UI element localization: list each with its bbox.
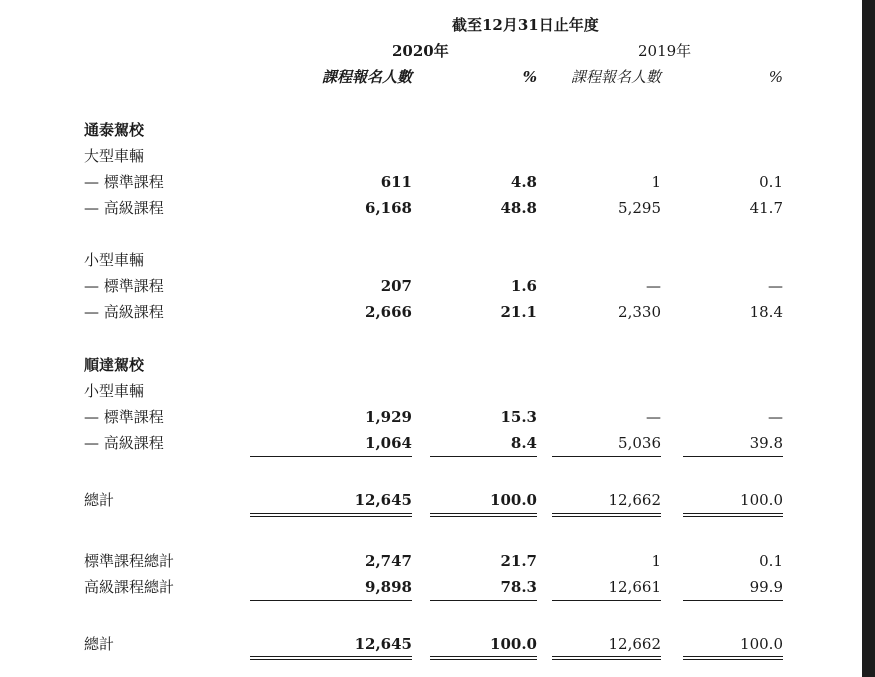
subtotal-rule [250, 600, 412, 601]
pct-2020: 21.1 [500, 303, 537, 321]
subtotal-rule [552, 456, 661, 457]
row-label: — 高級課程 [84, 199, 164, 217]
pct-2020: 48.8 [500, 199, 537, 217]
advanced-total-label: 高級課程總計 [84, 578, 175, 596]
total-2019: 12,662 [608, 635, 661, 653]
pct-2020: 78.3 [500, 578, 537, 596]
period-header: 截至12月31日止年度 [452, 16, 599, 34]
year-2019-header: 2019年 [638, 42, 692, 60]
row-label: — 高級課程 [84, 303, 164, 321]
value-2019: 1 [651, 552, 661, 570]
total-double-rule [430, 659, 537, 660]
category-large-vehicle: 大型車輛 [84, 147, 145, 165]
pct-2019-header: % [768, 68, 783, 86]
total-double-rule [683, 513, 783, 514]
subtotal-rule [430, 600, 537, 601]
total-double-rule [430, 513, 537, 514]
subtotal-rule [683, 600, 783, 601]
category-small-vehicle: 小型車輛 [84, 251, 145, 269]
total-double-rule [250, 513, 412, 514]
pct-2019: 0.1 [759, 552, 783, 570]
value-2020: 2,747 [365, 552, 412, 570]
value-2019: 1 [651, 173, 661, 191]
subtotal-rule [430, 456, 537, 457]
value-2020: 207 [380, 277, 412, 295]
value-2020: 611 [380, 173, 412, 191]
value-2020: 2,666 [365, 303, 412, 321]
total-double-rule [552, 513, 661, 514]
total-double-rule [552, 656, 661, 657]
value-2019: — [646, 277, 661, 295]
total-double-rule [250, 659, 412, 660]
value-2019: 5,295 [618, 199, 661, 217]
pct-2019: — [768, 408, 783, 426]
total-pct-2020: 100.0 [490, 635, 537, 653]
subtotal-rule [683, 456, 783, 457]
year-2020-header: 2020年 [392, 42, 449, 60]
pct-2019: 0.1 [759, 173, 783, 191]
pct-2020-header: % [522, 68, 537, 86]
value-2019: 12,661 [608, 578, 661, 596]
total-pct-2019: 100.0 [740, 635, 783, 653]
total-double-rule [430, 516, 537, 517]
total-double-rule [683, 656, 783, 657]
total-double-rule [683, 516, 783, 517]
value-2019: — [646, 408, 661, 426]
subtotal-rule [552, 600, 661, 601]
total-double-rule [552, 659, 661, 660]
value-2019: 5,036 [618, 434, 661, 452]
page-edge [862, 0, 875, 677]
total-2020: 12,645 [354, 635, 412, 653]
total-2019: 12,662 [608, 491, 661, 509]
school-shunda: 順達駕校 [84, 356, 145, 374]
row-label: — 標準課程 [84, 277, 164, 295]
pct-2020: 1.6 [510, 277, 537, 295]
pct-2020: 15.3 [500, 408, 537, 426]
total-double-rule [250, 516, 412, 517]
value-2019: 2,330 [618, 303, 661, 321]
subtotal-rule [250, 456, 412, 457]
total-2020: 12,645 [354, 491, 412, 509]
total-double-rule [250, 656, 412, 657]
value-2020: 9,898 [365, 578, 412, 596]
pct-2019: 39.8 [749, 434, 783, 452]
total-double-rule [683, 659, 783, 660]
row-label: — 標準課程 [84, 173, 164, 191]
value-2020: 6,168 [365, 199, 412, 217]
pct-2019: 18.4 [749, 303, 783, 321]
total-double-rule [430, 656, 537, 657]
pct-2019: 99.9 [749, 578, 783, 596]
pct-2019: — [768, 277, 783, 295]
pct-2020: 21.7 [500, 552, 537, 570]
row-label: — 標準課程 [84, 408, 164, 426]
total-label: 總計 [84, 635, 115, 653]
enrolled-2020-header: 課程報名人數 [321, 68, 412, 86]
total-pct-2020: 100.0 [490, 491, 537, 509]
school-tongtai: 通泰駕校 [84, 121, 145, 139]
pct-2020: 4.8 [510, 173, 537, 191]
row-label: — 高級課程 [84, 434, 164, 452]
pct-2020: 8.4 [510, 434, 537, 452]
enrolled-2019-header: 課程報名人數 [570, 68, 661, 86]
total-double-rule [552, 516, 661, 517]
value-2020: 1,064 [365, 434, 412, 452]
value-2020: 1,929 [365, 408, 412, 426]
total-pct-2019: 100.0 [740, 491, 783, 509]
category-small-vehicle: 小型車輛 [84, 382, 145, 400]
standard-total-label: 標準課程總計 [84, 552, 175, 570]
pct-2019: 41.7 [749, 199, 783, 217]
total-label: 總計 [84, 491, 115, 509]
